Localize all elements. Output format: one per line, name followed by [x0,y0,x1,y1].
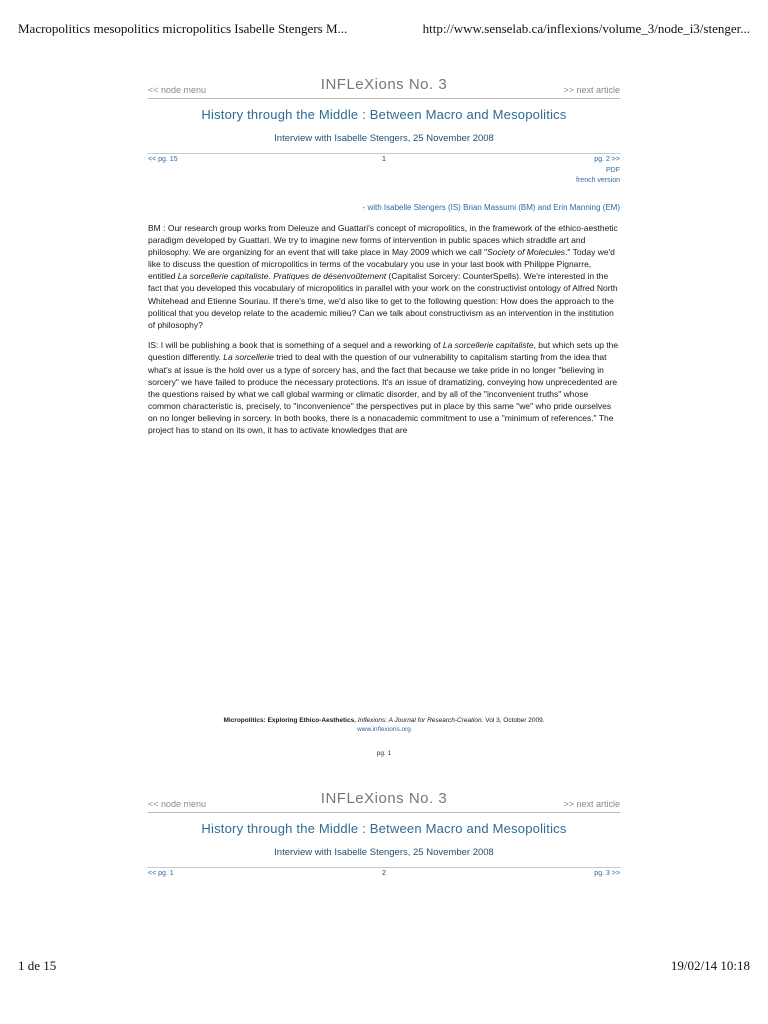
journal-credit-title: Micropolitics: Exploring Ethico-Aesthetics. [223,717,357,724]
article-subtitle: Interview with Isabelle Stengers, 25 November 2008 [274,847,494,858]
next-page-link[interactable]: pg. 2 >> [594,156,620,163]
para1-text-c: ." Today we'd like to discuss the question of micropolitics in terms of the vocabulary you use in your last book with Philippe Pignarre, entitled [148,247,615,282]
para1-italic-d: La sorcellerie capitaliste. Pratiques de désenvoûtement [177,271,387,282]
next-page-link[interactable]: pg. 3 >> [594,870,620,877]
para1-text-a: BM : Our research group works from Deleuze and Guattari's concept of micropolitics, in the framework of the ethico-aesthetic paradigm developed by Guattari. We try to imagine new forms of intervention in public spaces which straddle art and philosophy. We are organizing for an event that will take place in May 2009 which we call " [148,223,618,258]
participants-line: - with Isabelle Stengers (IS) Brian Massumi (BM) and Erin Manning (EM) [362,203,620,212]
para1-text-e: (Capitalist Sorcery: CounterSpells). We're interested in the fact that you developed this vocabulary of micropolitics in parallel with your work on the constructivist ontology of Alfred North Whitehead and Etienne Souriau. If there's time, we'd also like to get to the following question: How does the approach to the political that you develop relate to the academic milieu? Can we talk about constructivism as an intervention in the institution of philosophy? [148,271,618,330]
document-page-1 [148,76,620,445]
page-number: 2 [382,870,386,877]
next-article-link[interactable]: >> next article [563,799,620,809]
para2-italic-b: La sorcellerie capitaliste [442,340,534,351]
para2-text-a: IS: I will be publishing a book that is something of a sequel and a reworking of [148,340,443,351]
previous-page-link[interactable]: << pg. 15 [148,156,178,163]
journal-url-link[interactable]: www.inflexions.org [357,726,411,733]
page-navigation [148,153,620,166]
next-article-link[interactable]: >> next article [563,85,620,95]
inflexions-logo: INFLeXions No. 3 [320,790,448,807]
node-menu-link[interactable]: << node menu [148,799,207,809]
para2-italic-d: La sorcellerie [223,352,274,363]
article-subtitle: Interview with Isabelle Stengers, 25 November 2008 [274,133,494,144]
print-header-url: http://www.senselab.ca/inflexions/volume_3/node_i3/stenger... [422,21,750,36]
page-banner [148,76,620,99]
print-header [18,21,750,37]
document-page-2 [148,790,620,880]
journal-credit [148,716,620,734]
format-links [148,166,620,186]
french-version-link[interactable]: french version [576,177,620,184]
para2-text-c: , but which sets up the question differently. [148,340,619,363]
print-footer [18,958,750,974]
page-navigation [148,867,620,880]
print-timestamp: 19/02/14 10:18 [670,958,750,973]
article-title: History through the Middle : Between Macro and Mesopolitics [201,107,567,122]
paragraph-is [148,339,620,436]
journal-credit-details: Vol 3, October 2009. [483,717,545,724]
previous-page-link[interactable]: << pg. 1 [148,870,174,877]
journal-credit-journal: Inflexions: A Journal for Research-Creation. [356,717,484,724]
node-menu-link[interactable]: << node menu [148,85,207,95]
page-number: 1 [382,156,386,163]
paragraph-bm [148,222,620,331]
para2-text-e: tried to deal with the question of our vulnerability to capitalism starting from the idea that what's at issue is the hold over us a type of sorcery has, and the fact that because we take pride in no longer "believing in sorcery" we have failed to produce the necessary protections. It's an issue of dramatizing, conveying how unprecedented are the questions raised by what we call global warming or climatic disorder, and by all of the "inconvenient truths" whose common characteristic is, precisely, to "inconvenience" the perspectives put in place by this same "we" who pride ourselves on no longer believing in sorcery. In both books, there is a nonacademic commitment to use a "minimum of references." The project has to stand on its own, it has to activate knowledges that are [148,352,618,435]
page-count: pg. 1 [376,750,392,757]
print-header-title: Macropolitics mesopolitics micropolitics Isabelle Stengers M... [18,21,348,36]
para1-italic-b: Society of Molecules [487,247,566,258]
pdf-link[interactable]: PDF [606,167,620,174]
inflexions-logo: INFLeXions No. 3 [320,76,448,93]
article-title: History through the Middle : Between Macro and Mesopolitics [201,821,567,836]
page-banner [148,790,620,813]
print-page-counter: 1 de 15 [18,958,57,973]
